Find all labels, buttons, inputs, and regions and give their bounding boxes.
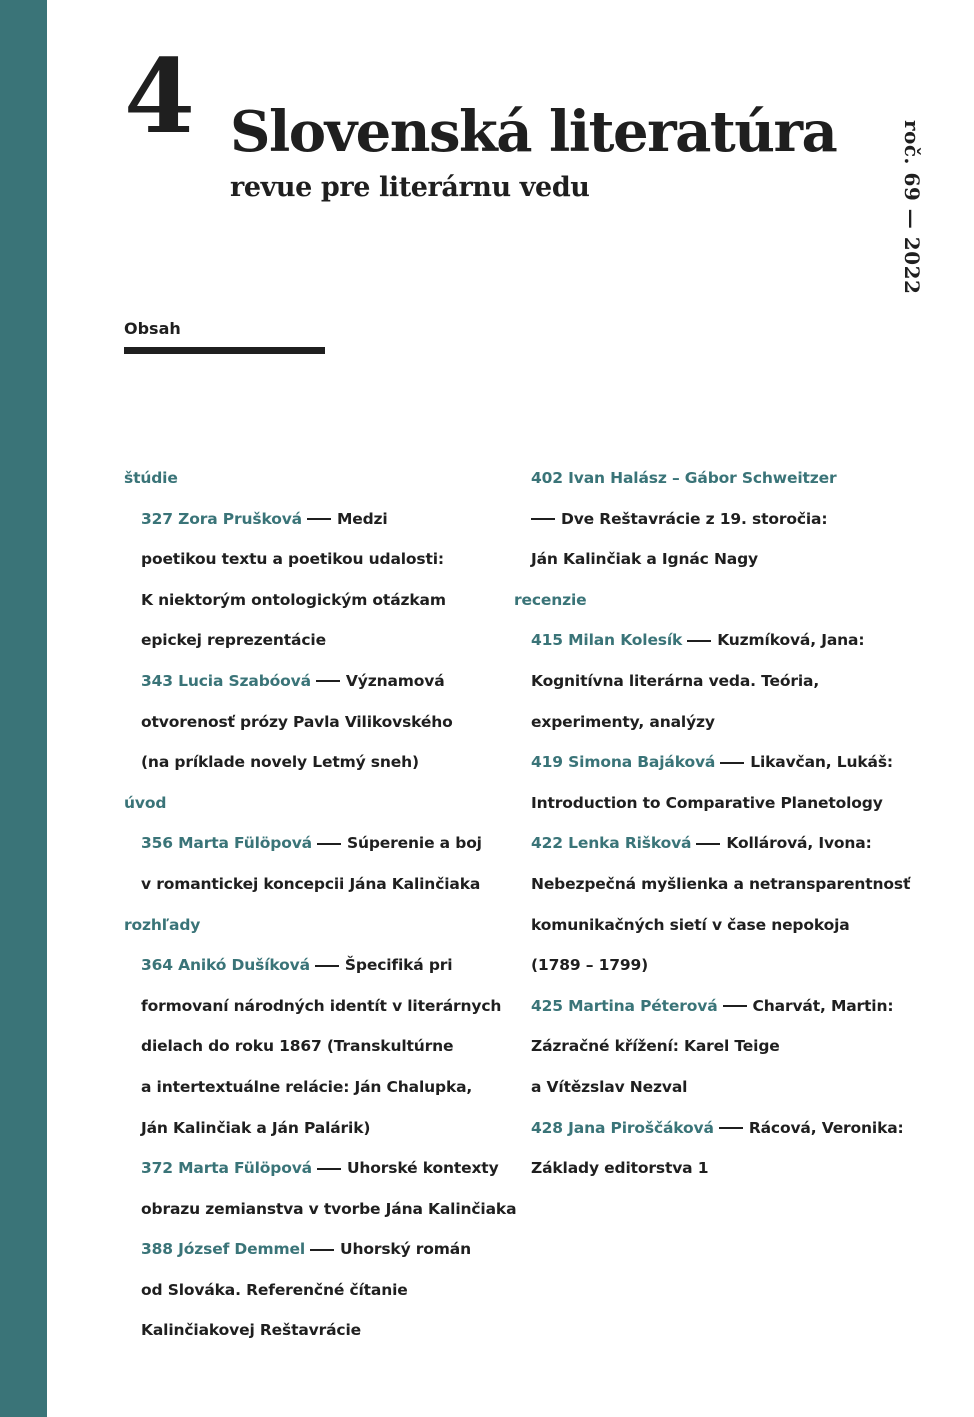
toc-entry <box>124 661 494 702</box>
toc-section-heading: úvod <box>124 793 167 812</box>
toc-page-author: 356 Marta Fülöpová <box>141 834 312 853</box>
toc-entry-title: Uhorský román <box>340 1240 471 1259</box>
em-dash <box>317 1168 341 1170</box>
em-dash <box>723 1005 747 1007</box>
toc-entry-continuation: Nebezpečná myšlienka a netransparentnosť <box>531 874 911 893</box>
toc-entry-title: Významová <box>345 671 445 690</box>
toc-entry-continuation: (1789 – 1799) <box>531 956 649 975</box>
toc-section-heading: rozhľady <box>124 915 201 934</box>
toc-page-author: 343 Lucia Szabóová <box>141 671 311 690</box>
toc-entry-continuation: K niektorým ontologickým otázkam <box>141 590 446 609</box>
contents-rule <box>124 347 325 354</box>
toc-entry-title: Rácová, Veronika: <box>748 1118 904 1137</box>
toc-entry <box>514 742 909 783</box>
toc-section-heading: štúdie <box>124 469 178 487</box>
toc-entry-continuation: Zázračné křížení: Karel Teige <box>531 1037 780 1056</box>
toc-entry-continuation: Ján Kalinčiak a Ignác Nagy <box>531 550 758 569</box>
toc-entry-continuation: v romantickej koncepcii Jána Kalinčiaka <box>141 874 481 893</box>
toc-entry-continuation: Základy editorstva 1 <box>531 1159 709 1178</box>
toc-entry <box>514 1108 909 1149</box>
journal-title: Slovenská literatúra <box>230 99 837 165</box>
toc-entry-continuation <box>514 499 909 540</box>
toc-entry-continuation: Introduction to Comparative Planetology <box>531 793 883 812</box>
toc-page-author: 364 Anikó Dušíková <box>141 956 310 975</box>
em-dash <box>531 518 555 520</box>
toc-page-author: 388 József Demmel <box>141 1240 306 1259</box>
em-dash <box>720 762 744 764</box>
toc-section-heading: recenzie <box>514 590 587 609</box>
toc-entry-continuation: Ján Kalinčiak a Ján Palárik) <box>141 1118 371 1137</box>
toc-entry-continuation: dielach do roku 1867 (Transkultúrne <box>141 1037 454 1056</box>
toc-entry-continuation: Kognitívna literárna veda. Teória, <box>531 671 820 690</box>
toc-entry-title: Špecifiká pri <box>344 956 453 975</box>
cover-side-band <box>0 0 47 1417</box>
toc-page-author: 425 Martina Péterová <box>531 996 718 1015</box>
toc-entry <box>124 823 494 864</box>
toc-entry-continuation: Kalinčiakovej Reštavrácie <box>141 1321 361 1340</box>
toc-entry-title: Súperenie a boj <box>346 834 482 853</box>
toc-entry-title: Kollárová, Ivona: <box>726 834 872 853</box>
toc-entry <box>124 1229 494 1270</box>
toc-entry-continuation: formovaní národných identít v literárnych <box>141 996 502 1015</box>
contents-heading: Obsah <box>124 319 181 338</box>
toc-entry-title: Kuzmíková, Jana: <box>717 631 865 650</box>
em-dash <box>315 965 339 967</box>
toc-entry-continuation: od Slováka. Referenčné čítanie <box>141 1280 408 1299</box>
toc-entry-title: Likavčan, Lukáš: <box>750 753 893 772</box>
toc-page-author: 428 Jana Piroščáková <box>531 1118 714 1137</box>
toc-entry <box>124 945 494 986</box>
toc-page-author: 415 Milan Kolesík <box>531 631 683 650</box>
toc-entry-continuation: experimenty, analýzy <box>531 712 715 731</box>
toc-entry-title: Charvát, Martin: <box>752 996 894 1015</box>
em-dash <box>317 843 341 845</box>
issue-number: 4 <box>124 37 195 157</box>
toc-entry-title: Dve Reštavrácie z 19. storočia: <box>561 509 828 528</box>
toc-page-author: 372 Marta Fülöpová <box>141 1159 312 1178</box>
toc-entry <box>514 823 909 864</box>
volume-year: roč. 69 — 2022 <box>900 120 924 295</box>
toc-entry <box>514 458 909 499</box>
toc-entry-continuation: poetikou textu a poetikou udalosti: <box>141 550 444 569</box>
toc-entry-title: Medzi <box>336 509 388 528</box>
toc-entry-continuation: otvorenosť prózy Pavla Vilikovského <box>141 712 453 731</box>
em-dash <box>696 843 720 845</box>
em-dash <box>316 680 340 682</box>
toc-entry <box>514 986 909 1027</box>
toc-entry-title: Uhorské kontexty <box>346 1159 499 1178</box>
toc-entry-continuation: (na príklade novely Letmý sneh) <box>141 753 419 772</box>
toc-entry-continuation: komunikačných sietí v čase nepokoja <box>531 915 850 934</box>
toc-entry-continuation: a intertextuálne relácie: Ján Chalupka, <box>141 1077 473 1096</box>
em-dash <box>307 518 331 520</box>
toc-entry-continuation: epickej reprezentácie <box>141 631 326 650</box>
toc-entry <box>124 1148 499 1189</box>
toc-left-column <box>124 458 517 1351</box>
toc-page-author: 327 Zora Prušková <box>141 509 302 528</box>
toc-page-author: 422 Lenka Rišková <box>531 834 692 853</box>
em-dash <box>687 640 711 642</box>
toc-right-column <box>514 458 909 1189</box>
journal-subtitle: revue pre literárnu vedu <box>230 172 590 203</box>
em-dash <box>310 1249 334 1251</box>
toc-entry <box>514 620 909 661</box>
toc-entry-continuation: obrazu zemianstva v tvorbe Jána Kalinčiaka <box>141 1199 517 1218</box>
toc-entry-continuation: a Vítězslav Nezval <box>531 1077 688 1096</box>
toc-page-author: 419 Simona Bajáková <box>531 753 716 772</box>
em-dash <box>719 1127 743 1129</box>
toc-page-author: 402 Ivan Halász – Gábor Schweitzer <box>531 469 837 487</box>
toc-entry <box>124 499 494 540</box>
